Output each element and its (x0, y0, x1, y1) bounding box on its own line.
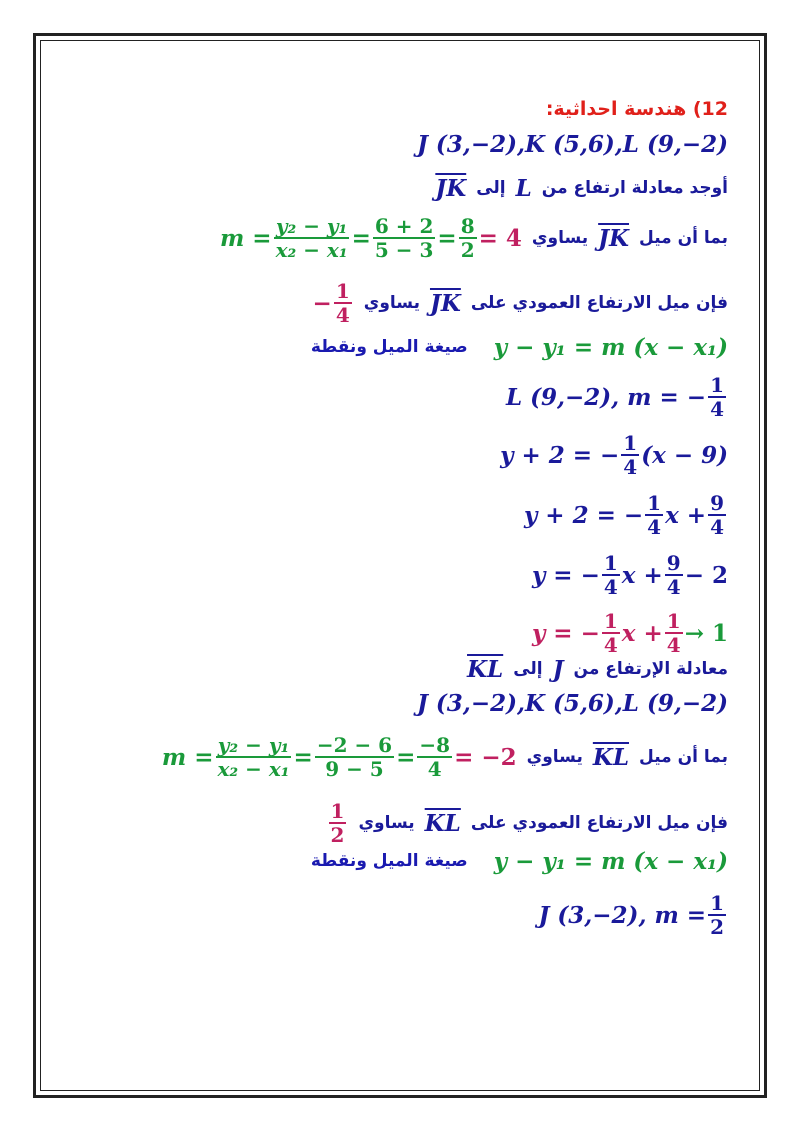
perp-fraction (334, 280, 352, 326)
res-num: 8 (460, 214, 475, 238)
slope2-equals: يساوي (526, 746, 583, 767)
final-lhs: y = − (531, 619, 600, 647)
step3-den-a: 4 (603, 575, 618, 599)
ps-label: صيغة الميل ونقطة (310, 337, 468, 357)
step3-fraction-a (602, 552, 620, 598)
res2-fraction (417, 734, 452, 780)
step2-den-b: 4 (710, 515, 724, 539)
points-line-2 (417, 692, 728, 715)
final-fraction-b (665, 610, 683, 656)
formula-m: m (219, 224, 245, 252)
perp2-fraction (329, 800, 347, 846)
step3-fraction-b (665, 552, 683, 598)
res-fraction (459, 215, 477, 261)
sub-fraction (373, 215, 436, 261)
sub2-num: −2 − 6 (316, 733, 393, 757)
step-line-3 (532, 552, 728, 598)
point-text: L (9,−2), m = − (505, 383, 707, 411)
task-var: L (515, 175, 532, 202)
point-line-1 (506, 374, 728, 420)
segment-jk: $\overline{JK}$ (435, 175, 467, 202)
step3-tail: − 2 (684, 561, 728, 589)
final-den-a: 4 (603, 633, 618, 657)
point2-num: 1 (710, 891, 724, 915)
step1-den: 4 (623, 455, 638, 479)
perp2-text: فإن ميل الارتفاع العمودي على (470, 812, 728, 833)
point2-text: J (3,−2), m = (538, 901, 707, 929)
point2-fraction (708, 892, 726, 938)
task2-var: J (552, 656, 564, 683)
formula2-den: x₂ − x₁ (217, 757, 290, 781)
sub-den: 5 − 3 (374, 238, 434, 262)
step2-fraction-a (645, 492, 663, 538)
section-heading (546, 100, 728, 119)
perp-den: 4 (335, 303, 350, 327)
formula2-m: m (161, 743, 187, 771)
point-line-2 (539, 892, 729, 938)
step2-den-a: 4 (647, 515, 662, 539)
res2-num: −8 (419, 733, 451, 757)
perp-line-2 (327, 800, 728, 846)
formula-den: x₂ − x₁ (275, 238, 348, 262)
final-num-a: 1 (603, 609, 618, 633)
slope2-value: −2 (481, 743, 517, 771)
step1-lhs: y + 2 = − (500, 441, 620, 469)
point-fraction (708, 374, 726, 420)
points-text: J (3,−2),K (5,6),L (9,−2) (417, 131, 728, 158)
sub2-fraction (315, 734, 394, 780)
ps-formula: y − y₁ = m (x − x₁) (493, 334, 728, 361)
step2-num-b: 9 (710, 491, 724, 515)
point-slope-line-1 (311, 336, 728, 359)
ps2-label: صيغة الميل ونقطة (310, 851, 468, 871)
point-den: 4 (710, 397, 724, 421)
step3-num-a: 1 (603, 551, 618, 575)
formula-fraction (274, 215, 350, 261)
final-den-b: 4 (666, 633, 681, 657)
perp-line-1 (313, 280, 728, 326)
step2-mid: x + (665, 501, 707, 529)
res2-den: 4 (427, 757, 442, 781)
step-line-2 (524, 492, 728, 538)
slope2-text: بما أن ميل (639, 746, 728, 767)
task-to: إلى (476, 178, 506, 198)
point-slope-line-2 (311, 850, 728, 873)
sub-num: 6 + 2 (374, 214, 434, 238)
final-arrow: → 1 (684, 619, 728, 647)
final-num-b: 1 (666, 609, 681, 633)
points2-text: J (3,−2),K (5,6),L (9,−2) (417, 690, 728, 717)
perp2-den: 2 (330, 823, 345, 847)
slope-equals: يساوي (531, 227, 589, 248)
perp2-seg: $\overline{KL}$ (424, 809, 461, 837)
step1-fraction (621, 432, 639, 478)
points-line-1 (417, 133, 728, 156)
perp-num: 1 (335, 279, 350, 303)
task2-text: معادلة الإرتفاع من (573, 659, 728, 679)
step2-num-a: 1 (647, 491, 662, 515)
perp-text: فإن ميل الارتفاع العمودي على (470, 292, 728, 313)
step-line-1 (500, 432, 728, 478)
slope2-seg: $\overline{KL}$ (592, 743, 630, 771)
slope-text: بما أن ميل (639, 227, 728, 248)
slope-line-1: m = $\frac{\text{y₂ − y₁}}{\text{x₂ − x₁}}$ = $\frac{6 + 2}{5 - 3}$ = $\frac{8}{2}$ = 4 يساوي $\overline{JK}$ بما أن ميل (219, 214, 728, 262)
perp2-num: 1 (330, 799, 345, 823)
slope-value: 4 (505, 224, 522, 252)
ps2-formula: y − y₁ = m (x − x₁) (493, 848, 728, 875)
formula2-fraction (215, 734, 291, 780)
formula2-num: y₂ − y₁ (217, 733, 290, 757)
point2-den: 2 (710, 915, 724, 939)
step1-num: 1 (623, 431, 638, 455)
perp2-equals: يساوي (358, 812, 415, 833)
perp-seg: $\overline{JK}$ (429, 289, 461, 317)
step3-mid: x + (621, 561, 663, 589)
step2-fraction-b (708, 492, 726, 538)
final-fraction-a (602, 610, 620, 656)
step1-rhs: (x − 9) (641, 441, 728, 469)
heading-text: 12) هندسة احداثية: (545, 98, 728, 120)
perp-equals: يساوي (363, 292, 420, 313)
step2-lhs: y + 2 = − (523, 501, 644, 529)
final-line-1 (532, 610, 728, 656)
step3-den-b: 4 (666, 575, 681, 599)
res-den: 2 (460, 238, 475, 262)
task-line-1 (435, 177, 728, 200)
step3-lhs: y = − (531, 561, 600, 589)
perp-sign: − (312, 289, 332, 317)
task-text: أوجد معادلة ارتفاع من (541, 178, 728, 198)
sub2-den: 9 − 5 (325, 757, 384, 781)
slope-line-2: m = $\frac{\text{y₂ − y₁}}{\text{x₂ − x₁}}$ = $\frac{-2 - 6}{9 - 5}$ = $\frac{-8}{4}$ = −2 يساوي $\overline{KL}$ بما أن ميل (161, 733, 728, 781)
final-mid: x + (621, 619, 663, 647)
task-line-2 (467, 658, 728, 681)
formula-num: y₂ − y₁ (275, 214, 348, 238)
slope-seg: $\overline{JK}$ (598, 224, 630, 252)
point-num: 1 (710, 373, 724, 397)
step3-num-b: 9 (666, 551, 681, 575)
task2-seg: $\overline{KL}$ (467, 656, 504, 683)
task2-to: إلى (513, 659, 543, 679)
